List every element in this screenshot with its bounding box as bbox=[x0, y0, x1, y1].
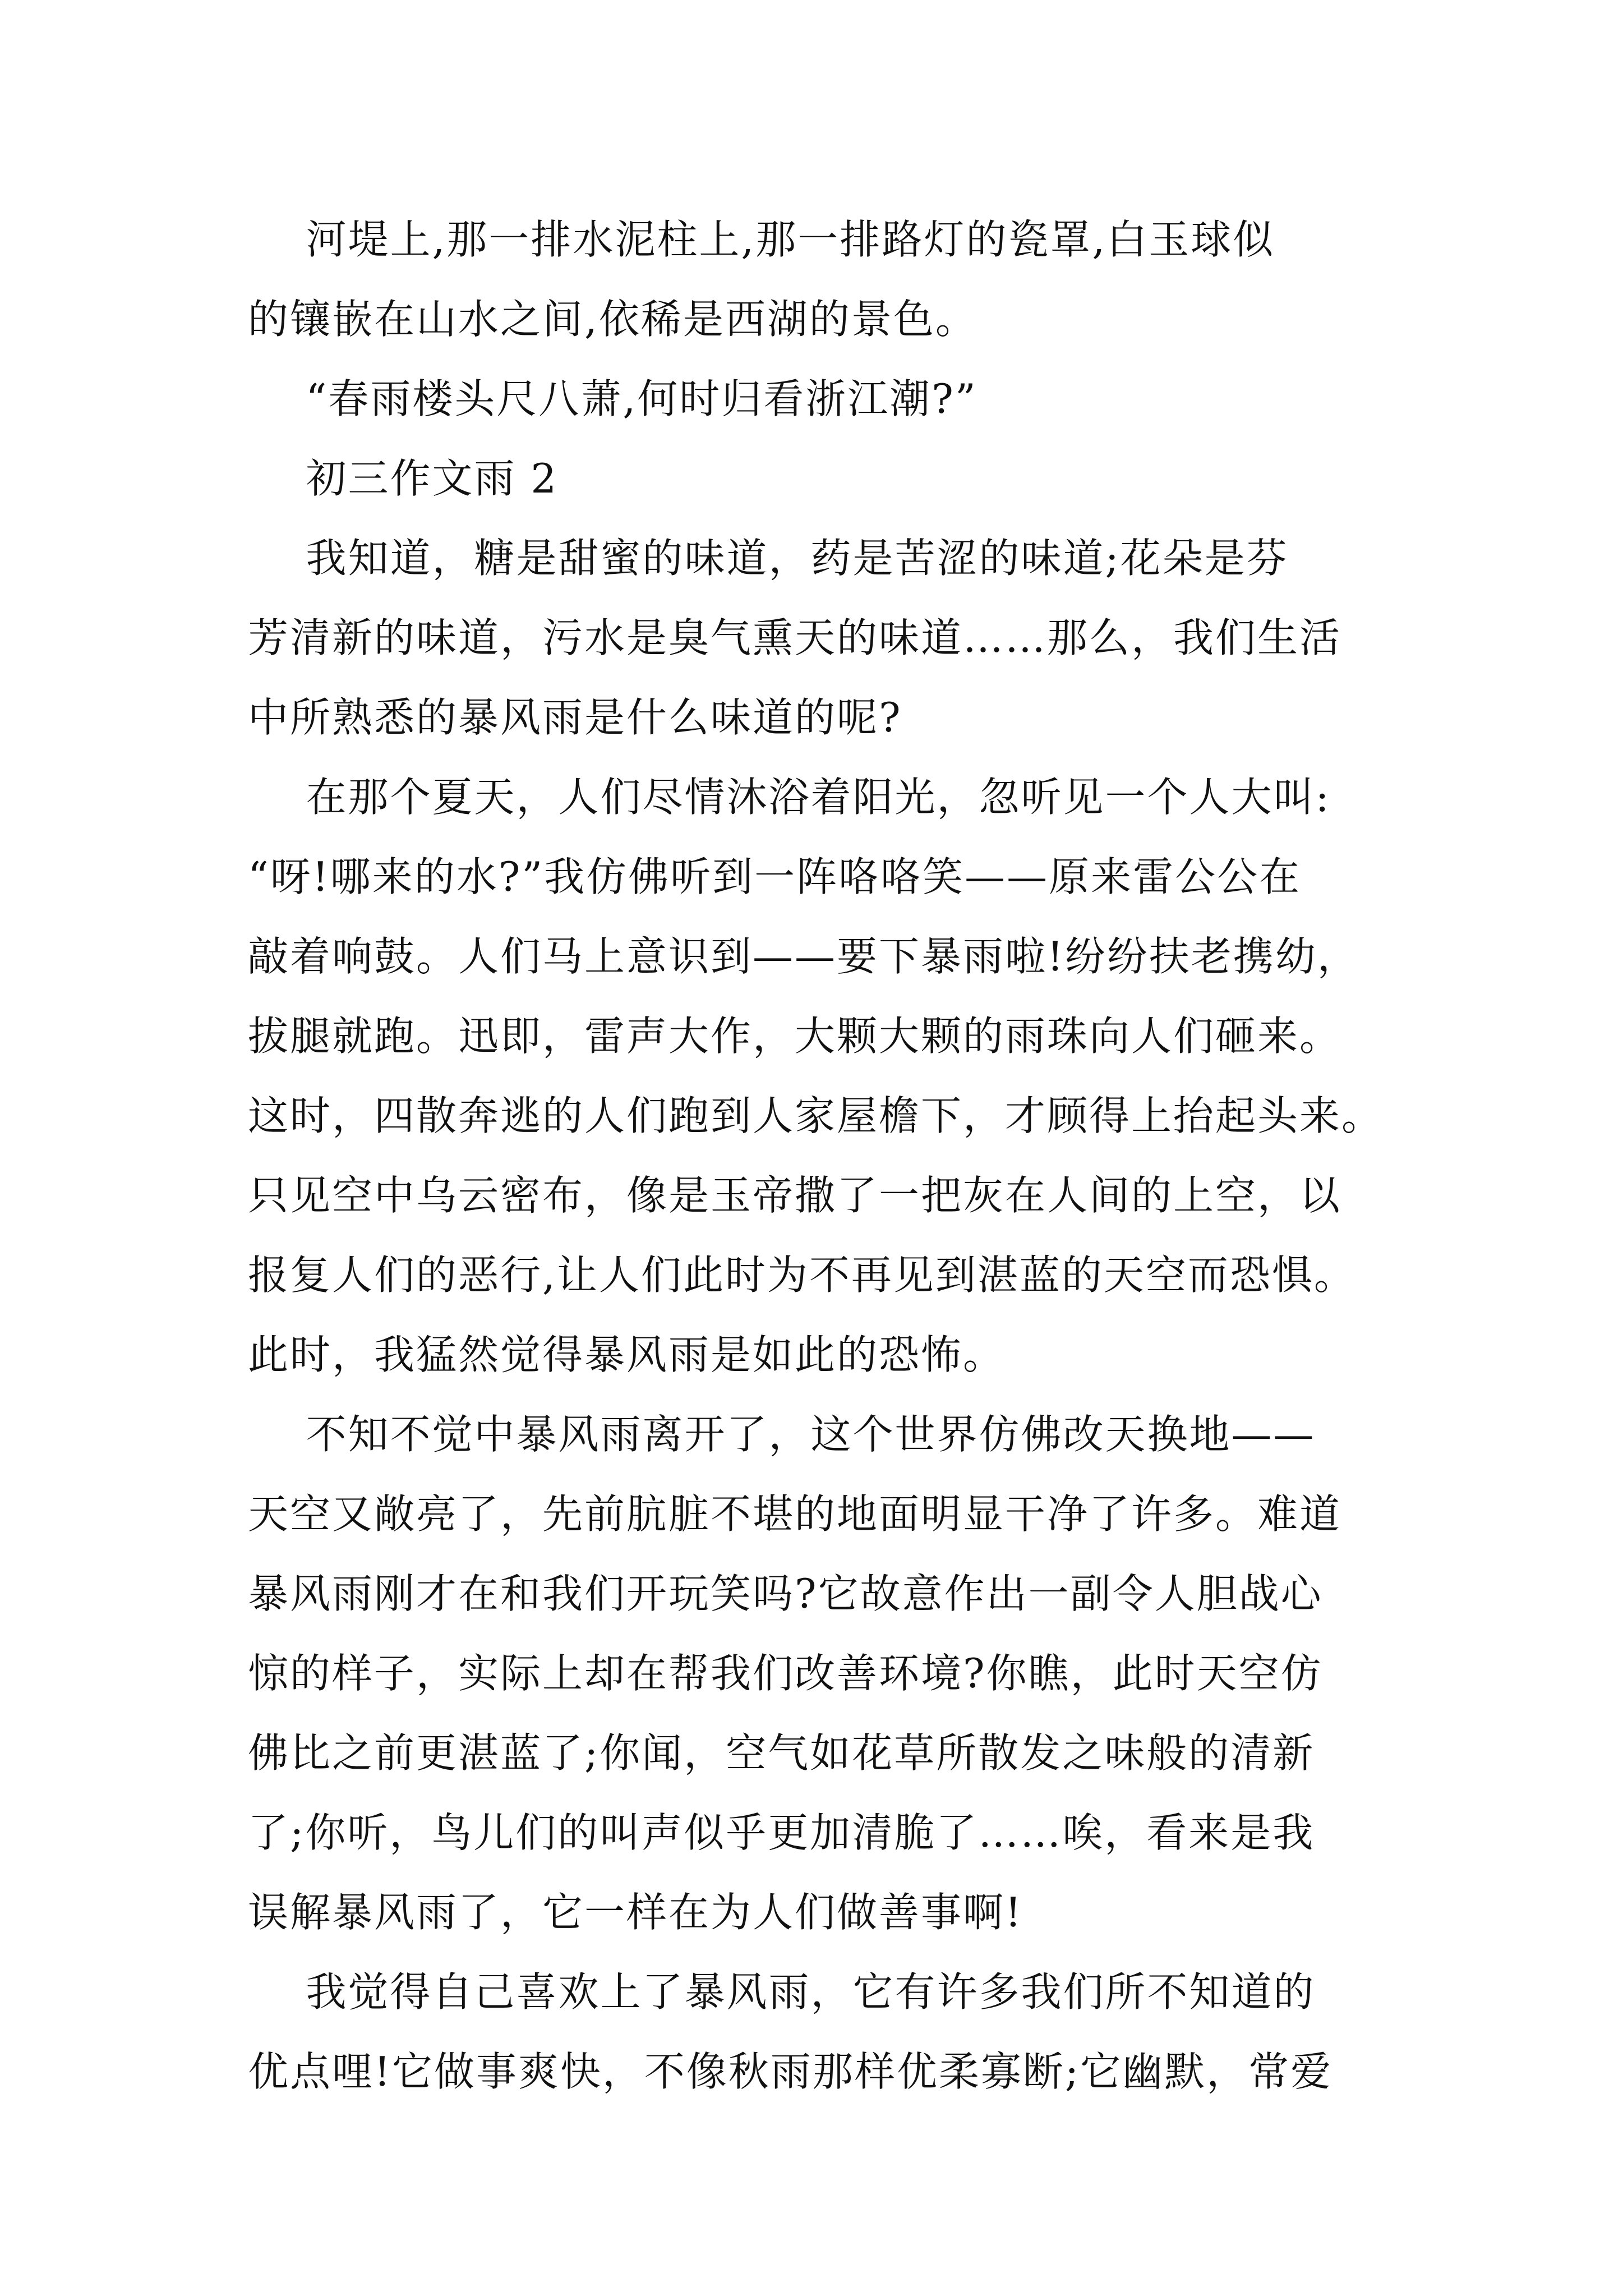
text-line: 误解暴风雨了，它一样在为人们做善事啊! bbox=[248, 1889, 1023, 1936]
text-line: 中所熟悉的暴风雨是什么味道的呢? bbox=[248, 694, 902, 741]
text-line: 敲着响鼓。人们马上意识到——要下暴雨啦!纷纷扶老携幼， bbox=[248, 933, 1359, 980]
essay-body bbox=[248, 200, 1392, 2111]
text-line: 河堤上,那一排水泥柱上,那一排路灯的瓷罩,白玉球似 bbox=[248, 216, 1275, 263]
text-line: 的镶嵌在山水之间,依稀是西湖的景色。 bbox=[248, 296, 978, 343]
text-line: 这时，四散奔逃的人们跑到人家屋檐下，才顾得上抬起头来。 bbox=[248, 1092, 1384, 1139]
text-line: “春雨楼头尺八萧,何时归看浙江潮?” bbox=[248, 375, 978, 422]
text-line: 报复人们的恶行,让人们此时为不再见到湛蓝的天空而恐惧。 bbox=[248, 1251, 1356, 1299]
text-line: 我知道，糖是甜蜜的味道，药是苦涩的味道;花朵是芬 bbox=[248, 535, 1289, 582]
text-line: 暴风雨刚才在和我们开玩笑吗?它故意作出一副令人胆战心 bbox=[248, 1570, 1323, 1617]
text-line: 了;你听，鸟儿们的叫声似乎更加清脆了……唉，看来是我 bbox=[248, 1809, 1315, 1856]
text-line: 拔腿就跑。迅即，雷声大作，大颗大颗的雨珠向人们砸来。 bbox=[248, 1013, 1342, 1060]
text-line: 优点哩!它做事爽快，不像秋雨那样优柔寡断;它幽默，常爱 bbox=[248, 2048, 1333, 2095]
text-line: 惊的样子，实际上却在帮我们改善环境?你瞧，此时天空仿 bbox=[248, 1650, 1323, 1697]
text-line: 初三作文雨 2 bbox=[248, 455, 559, 502]
text-line: 我觉得自己喜欢上了暴风雨，它有许多我们所不知道的 bbox=[248, 1968, 1316, 2016]
text-line: 天空又敞亮了，先前肮脏不堪的地面明显干净了许多。难道 bbox=[248, 1490, 1342, 1538]
text-line: 只见空中乌云密布，像是玉帝撒了一把灰在人间的上空，以 bbox=[248, 1172, 1342, 1219]
text-line: “呀!哪来的水?”我仿佛听到一阵咯咯笑——原来雷公公在 bbox=[248, 853, 1302, 900]
text-line: 芳清新的味道，污水是臭气熏天的味道……那么，我们生活 bbox=[248, 614, 1342, 661]
text-line: 佛比之前更湛蓝了;你闻，空气如花草所散发之味般的清新 bbox=[248, 1729, 1315, 1777]
text-line: 在那个夏天，人们尽情沐浴着阳光，忽听见一个人大叫: bbox=[248, 774, 1331, 821]
text-line: 不知不觉中暴风雨离开了，这个世界仿佛改天换地—— bbox=[248, 1411, 1316, 1458]
text-line: 此时，我猛然觉得暴风雨是如此的恐怖。 bbox=[248, 1331, 1006, 1378]
